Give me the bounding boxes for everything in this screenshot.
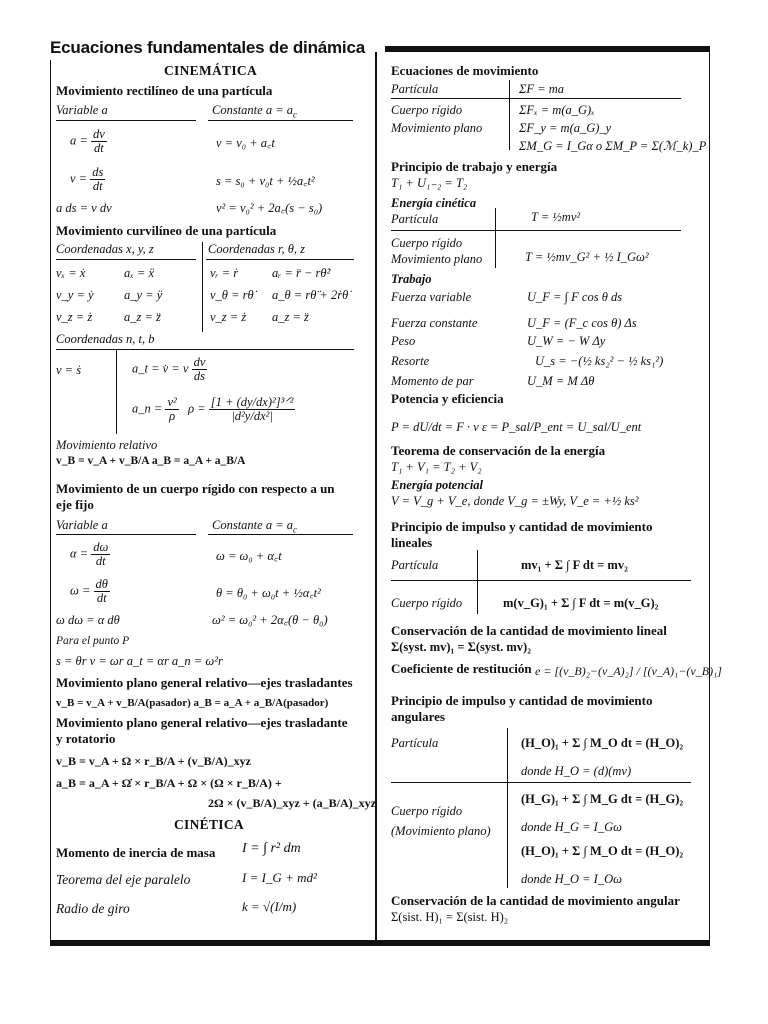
title-rule [385, 46, 710, 52]
rect-row-2-const: s = s₀ + v₀t + ½a꜀t² [216, 174, 315, 188]
imp-ang-heading-2: angulares [391, 709, 445, 724]
imp-lin-heading-2: lineales [391, 535, 433, 550]
ke-heading: Energía cinética [391, 196, 477, 210]
curv-heading: Movimiento curvilíneo de una partícula [56, 223, 277, 238]
curv-cell: a_z = z̈ [272, 310, 309, 324]
ke-rigid-eq: T = ½mv_G² + ½ I_Gω² [525, 250, 649, 264]
restitution-heading: Coeficiente de restitución [391, 661, 532, 676]
rigid-row-3-const: ω² = ω₀² + 2α꜀(θ − θ₀) [212, 613, 328, 627]
curv-cell: v_z = ż [56, 310, 93, 324]
curv-cell: v_θ = rθ̇ [210, 288, 254, 302]
curv-rule-b [206, 259, 354, 260]
parallel-label: Teorema del eje paralelo [56, 872, 191, 887]
eom-vertical-rule [509, 80, 510, 150]
imp-lin-heading-1: Principio de impulso y cantidad de movimiento [391, 519, 653, 534]
rect-row-3-var: a ds = v dv [56, 201, 112, 215]
eom-particle-label: Partícula [391, 82, 439, 96]
point-eq: s = θr v = ωr a_t = αr a_n = ω²r [56, 654, 223, 668]
plane-rot-heading-1: Movimiento plano general relativo—ejes trasladante [56, 715, 348, 730]
cons-lin-heading: Conservación de la cantidad de movimiento lineal [391, 623, 667, 638]
imp-ang-heading-1: Principio de impulso y cantidad de movimiento [391, 693, 653, 708]
imp-ang-particle-where: donde H_O = (d)(mv) [521, 764, 632, 778]
ke-rule [391, 230, 681, 231]
rect-const-label: Constante $a = a_c$ [212, 103, 298, 120]
ntb-label: Coordenadas n, t, b [56, 332, 155, 346]
rect-rule-b [208, 120, 353, 121]
trabajo-label: Fuerza constante [391, 316, 478, 330]
eom-rigid-eq-2: ΣF_y = m(a_G)_y [519, 121, 612, 135]
eom-particle-eq: ΣF = ma [519, 82, 565, 96]
trabajo-label: Resorte [391, 354, 430, 368]
imp-lin-rigid-label: Cuerpo rígido [391, 596, 463, 610]
rel-eq: v_B = v_A + v_B/A a_B = a_A + a_B/A [56, 455, 246, 467]
cons-energy-heading: Teorema de conservación de la energía [391, 443, 606, 458]
curv-xyz-label: Coordenadas x, y, z [56, 242, 154, 256]
plane-trans-heading: Movimiento plano general relativo—ejes trasladantes [56, 675, 353, 690]
rel-heading: Movimiento relativo [56, 438, 158, 452]
trabajo-eq: U_F = ∫ F cos θ ds [527, 290, 623, 304]
rigid-rule-a [56, 534, 196, 535]
rigid-row-2-const: θ = θ₀ + ω₀t + ½α꜀t² [216, 586, 321, 600]
rect-row-2-var: v = $\frac{ds}{dt}$ [70, 165, 104, 193]
curv-cell: vᵣ = ṙ [210, 266, 239, 280]
rect-var-label: Variable a [56, 103, 108, 117]
rigid-row-3-var: ω dω = α dθ [56, 613, 120, 627]
imp-lin-rule [391, 580, 691, 581]
ntb-vertical-rule [116, 349, 117, 434]
plane-rot-eq-2: a_B = a_A + Ω̇ × r_B/A + Ω × (Ω × r_B/A) + [56, 776, 282, 790]
plane-trans-eq: v_B = v_A + v_B/A(pasador) a_B = a_A + a_B/A(pasador) [56, 697, 329, 709]
ke-rigid-label-2: Movimiento plano [391, 252, 483, 266]
kinetics-heading: CINÉTICA [174, 817, 244, 832]
rect-row-1-var: a = $\frac{dv}{dt}$ [70, 127, 105, 155]
rigid-row-2-var: ω = $\frac{d\theta}{dt}$ [70, 577, 108, 605]
right-column [391, 58, 722, 938]
imp-ang-rule [391, 782, 691, 783]
imp-ang-vertical-rule [507, 728, 508, 888]
pe-eq: V = V_g + V_e, donde V_g = ±Wy, V_e = +½ ks² [391, 494, 639, 508]
parallel-eq: I = I_G + md² [242, 870, 317, 885]
rect-row-3-const: v² = v₀² + 2a꜀(s − s₀) [216, 201, 323, 215]
trabajo-eq: U_M = M Δθ [527, 374, 595, 388]
kinematics-heading: CINEMÁTICA [164, 63, 258, 78]
trabajo-label: Peso [391, 334, 416, 348]
ke-vertical-rule [495, 208, 496, 268]
frame-right-rule [709, 52, 710, 942]
rect-row-1-const: v = v₀ + a꜀t [216, 136, 275, 150]
plane-rot-heading-2: y rotatorio [56, 731, 116, 746]
plane-rot-eq-1: v_B = v_A + Ω × r_B/A + (v_B/A)_xyz [56, 754, 251, 768]
eom-rigid-eq-1: ΣFₓ = m(a_G)ₓ [519, 103, 595, 117]
inertia-eq: I = ∫ r² dm [242, 841, 301, 856]
ke-rigid-label-1: Cuerpo rígido [391, 236, 463, 250]
imp-ang-rigid-eq-1: (H_G)₁ + Σ ∫ M_G dt = (H_G)₂ [521, 792, 684, 806]
curv-cell: a_z = z̈ [124, 310, 161, 324]
imp-ang-particle-eq: (H_O)₁ + Σ ∫ M_O dt = (H_O)₂ [521, 736, 684, 750]
eom-heading: Ecuaciones de movimiento [391, 63, 539, 78]
work-heading: Principio de trabajo y energía [391, 159, 558, 174]
curv-vertical-rule [202, 242, 203, 332]
cons-ang-heading: Conservación de la cantidad de movimiento angular [391, 893, 680, 908]
trabajo-heading: Trabajo [391, 272, 432, 286]
rigid-heading-2: eje fijo [56, 497, 94, 512]
curv-cell: aₓ = ẍ [124, 266, 155, 280]
trabajo-eq: U_s = −(½ ks₂² − ½ ks₁²) [535, 354, 664, 368]
ke-particle-label: Partícula [391, 212, 439, 226]
rigid-row-1-var: α = $\frac{d\omega}{dt}$ [70, 540, 109, 568]
cons-lin-eq: Σ(syst. mv)₁ = Σ(syst. mv)₂ [391, 640, 531, 654]
work-eq: T₁ + U₁₋₂ = T₂ [391, 176, 468, 190]
curv-cell: vₓ = ẋ [56, 266, 86, 280]
power-eq: P = dU/dt = F · v ε = P_sal/P_ent = U_sal/U_ent [391, 420, 642, 434]
gyration-label: Radio de giro [56, 901, 130, 916]
cons-ang-eq: Σ(sist. H)₁ = Σ(sist. H)₂ [391, 910, 509, 924]
trabajo-label: Momento de par [391, 374, 474, 388]
imp-ang-particle-label: Partícula [391, 736, 439, 750]
ntb-at: a_t = v̇ = v $\frac{dv}{ds}$ [132, 355, 206, 383]
rigid-var-label: Variable a [56, 518, 108, 532]
point-heading: Para el punto P [56, 635, 130, 647]
rigid-rule-b [208, 534, 353, 535]
curv-cell: v_y = ẏ [56, 288, 94, 302]
restitution-eq: e = [(v_B)₂−(v_A)₂] / [(v_A)₁−(v_B)₁] [535, 664, 722, 678]
rect-rule-a [56, 120, 196, 121]
eom-rigid-label-2: Movimiento plano [391, 121, 483, 135]
rigid-row-1-const: ω = ω₀ + α꜀t [216, 549, 282, 563]
imp-ang-rigid-where-2: donde H_O = I_Oω [521, 872, 622, 886]
curv-rule-a [56, 259, 196, 260]
rect-heading: Movimiento rectilíneo de una partícula [56, 83, 273, 98]
curv-rtheta-label: Coordenadas r, θ, z [208, 242, 306, 256]
imp-lin-rigid-eq: m(v_G)₁ + Σ ∫ F dt = m(v_G)₂ [503, 596, 659, 610]
inertia-label: Momento de inercia de masa [56, 845, 216, 860]
trabajo-eq: U_F = (F_c cos θ) Δs [527, 316, 637, 330]
imp-ang-rigid-where-1: donde H_G = I_Gω [521, 820, 622, 834]
imp-lin-vertical-rule [477, 550, 478, 614]
ntb-rule [56, 349, 354, 350]
plane-rot-eq-3: 2Ω × (v_B/A)_xyz + (a_B/A)_xyz [208, 796, 376, 810]
pe-heading: Energía potencial [391, 478, 484, 492]
rigid-const-label: Constante $a = a_c$ [212, 518, 298, 535]
eom-rigid-label-1: Cuerpo rígido [391, 103, 463, 117]
ke-particle-eq: T = ½mv² [531, 210, 581, 224]
page-title: Ecuaciones fundamentales de dinámica [50, 38, 365, 57]
rigid-heading-1: Movimiento de un cuerpo rígido con respecto a un [56, 481, 335, 496]
imp-ang-rigid-label-2: (Movimiento plano) [391, 824, 491, 838]
curv-cell: aᵣ = r̈ − rθ̇² [272, 266, 331, 280]
imp-lin-particle-eq: mv₁ + Σ ∫ F dt = mv₂ [521, 558, 628, 572]
ntb-v: v = ṡ [56, 363, 82, 377]
left-column [56, 58, 376, 938]
cons-energy-eq: T₁ + V₁ = T₂ + V₂ [391, 460, 482, 474]
imp-lin-particle-label: Partícula [391, 558, 439, 572]
eom-rigid-eq-3: ΣM_G = I_Gα o ΣM_P = Σ(ℳ_k)_P [519, 139, 707, 153]
curv-cell: v_z = ż [210, 310, 247, 324]
curv-cell: a_y = ÿ [124, 288, 163, 302]
power-heading: Potencia y eficiencia [391, 391, 504, 406]
eom-rule [391, 98, 681, 99]
ntb-an: a_n = $\frac{\text{v²}}{\rho}$ ρ = $\frac{\text{[1 + (dy/dx)²]³ᐟ²}}{\text{|d²y/dx²|}}$ [132, 395, 294, 423]
frame-left-rule [50, 60, 51, 942]
gyration-eq: k = √(I/m) [242, 899, 297, 914]
imp-ang-rigid-label-1: Cuerpo rígido [391, 804, 463, 818]
frame-bottom-rule [50, 940, 710, 946]
trabajo-eq: U_W = − W Δy [527, 334, 606, 348]
curv-cell: a_θ = rθ̈ + 2ṙθ̇ [272, 288, 349, 302]
imp-ang-rigid-eq-2: (H_O)₁ + Σ ∫ M_O dt = (H_O)₂ [521, 844, 684, 858]
trabajo-label: Fuerza variable [391, 290, 472, 304]
